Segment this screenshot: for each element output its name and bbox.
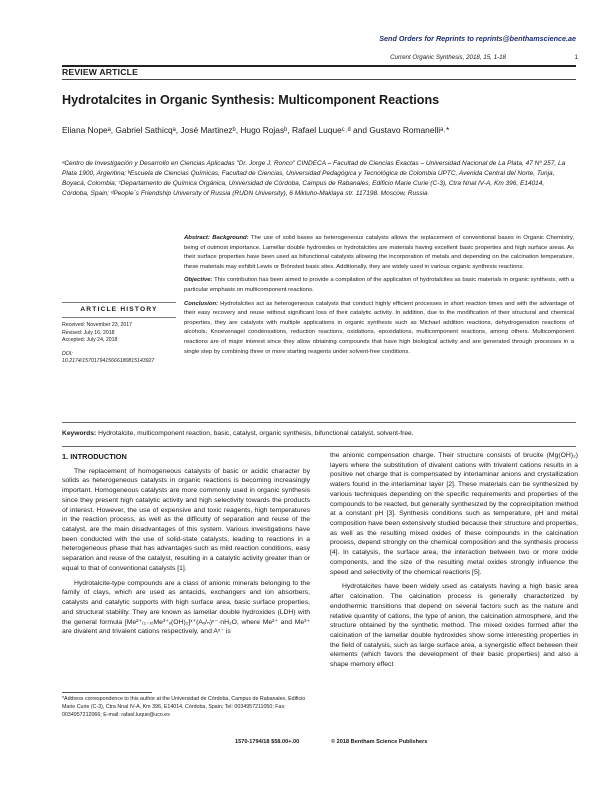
article-title: Hydrotalcites in Organic Synthesis: Multicomponent Reactions [62,93,440,107]
revised-date: Revised: July 16, 2018 [62,329,115,336]
intro-heading: 1. INTRODUCTION [62,452,127,461]
abstract-block [184,234,574,361]
copyright: © 2018 Bentham Science Publishers [331,739,428,745]
keywords-rule-top [62,422,576,423]
correspondence-footnote: *Address correspondence to this author at the Universidad de Córdoba, Campus de Rabanales, Edificio Marie Curie (C-3), Ctra Nnal IV-A, Km 396, E14014, Córdoba, Spain; Tel: 0034957211050; Fax: 0034957212066; E-mail: rafael.luque@uco.es [62,696,306,718]
background-label: Abstract: Background: [184,235,249,241]
keywords-text: Hydrotalcite, multicomponent reaction, basic, catalyst, organic synthesis, bifunctional catalyst, solvent-free. [98,430,414,437]
reprints-notice: Send Orders for Reprints to reprints@benthamscience.ae [379,34,576,43]
author-list: Eliana Nopeᵃ, Gabriel Sathicqᵃ, José Martinezᵇ, Hugo Rojasᵇ, Rafael Luqueᶜ˒ᵈ and Gustavo Romanelliᵃ˒* [62,125,450,135]
body-column-left [62,452,310,642]
issn-price: 1570-1794/18 $58.00+.00 [235,739,300,745]
footnote-rule [62,692,152,693]
body-paragraph: Hydrotalcite-type compounds are a class of anionic minerals belonging to the family of clays, which are used as antacids, exchangers and ion absorbers, catalysts and catalytic supports with high surface area, basic surface properties, and structural stability. They are known as lamellar double hydroxides (LDH) with the general formula [Me²⁺₍₁₋ₓ₎Me³⁺ₓ(OH)₂]ˣ⁺(Aₓ/ₙ)ⁿ⁻·nH₂O, where Me²⁺ and Me³⁺ are divalent and trivalent cations respectively, and Aⁿ⁻ is [62,579,310,636]
accepted-date: Accepted: July 24, 2018 [62,337,118,344]
journal-citation: Current Organic Synthesis, 2018, 15, 1-18 [390,54,506,61]
article-history [62,322,182,366]
objective-label: Objective: [184,277,213,284]
keywords-rule-bottom [62,446,576,447]
article-history-title: ARTICLE HISTORY [80,306,158,313]
body-paragraph: The replacement of homogeneous catalysts of basic or acidic character by solids as heterogeneous catalysts in organic reactions is becoming increasingly important. Homogeneous catalysts are more commonly used in organic synthesis since they present high catalytic activity and high selectivity towards the products of interest. However, the use of expensive and toxic reagents, high temperatures in the reaction process, as well as the difficulty of separation and reuse of the catalyst, are the main disadvantages of this system. Various investigations have been conducted with the use of solid-state catalysts, leading to reactions in a heterogeneous phase that has advantages such as mild reaction conditions, easy separation and reuse of the catalyst, resulting in a catalytic activity greater than or equal to that of conventional catalysts [1]. [62,467,310,572]
section-label: REVIEW ARTICLE [62,67,139,77]
body-column-right [330,451,578,675]
keywords-label: Keywords: [62,430,97,437]
body-paragraph: the anionic compensation charge. Their structure consists of brucite (Mg(OH)₂) layers where the substitution of divalent cations with trivalent cations results in a positive net charge that is compensated by interlaminar anions and crystallization waters found in the interlaminar layer [2]. These materials can be synthesized by various techniques depending on the specific requirements and properties of the compounds to be reacted, but generally synthesized by the coprecipitation method at a constant pH [3]. Synthesis conditions such as temperature, pH and metal composition have been extensively studied because their structure and properties, as well as the resulting mixed oxides of these compounds in the calcination process, depend strongly on the chemical composition and the synthesis process [4]. In catalysis, the surface area, the interaction between two or more oxide components, and the size of the resulting metal oxides strongly influence the speed and selectivity of the chemical reactions [5]. [330,452,578,576]
received-date: Received: November 23, 2017 [62,322,133,328]
section-rule [62,79,576,80]
history-rule-bottom [62,317,176,318]
conclusion-label: Conclusion: [184,300,219,307]
conclusion-text: Hydrotalcites act as heterogeneous catalysts that conduct highly efficient processes in short reaction times and with the advantage of their easy recovery and reuse without significant loss of their catalytic activity. In addition, due to the modification of their structural and chemical properties, they are catalysts with multiple applications in organic synthesis such as Michael addition reactions, dehydrogenation reactions of alcohols, Knoevenagel condensations, reduction reactions, oxidations, epoxidations, multicomponent reactions, among others. Multicomponent reactions are of major interest since they allow obtaining compounds that have high biological activity and are generated through processes in a single step by combining three or more starting reagents under solvent-free conditions. [184,300,574,355]
history-rule-top [62,302,176,303]
doi-link[interactable]: 10.2174/1570179415666180815143927 [62,358,155,365]
background-text: The use of solid bases as heterogeneous catalysts allows the replacement of conventional bases in Organic Chemistry, being of outmost importance. Lamellar double hydroxides or hydrotalcites are materials having excellent basic properties and high surface areas. As their surface properties have been used as bifunctional catalysts allowing the incorporation of metals and depending on the calcination temperature, these materials may exhibit Lewis or Brönsted basic sites. Additionally, they are widely used in various organic synthesis reactions. [184,235,575,270]
keywords [62,430,576,437]
body-paragraph: Hydrotalcites have been widely used as catalysts having a high basic area after calcination. The calcination process is generally characterized by endothermic transitions that depend on several factors such as the nature and relative quantity of cations, the type of anion, the calcination atmosphere, and the structure obtained by the synthetic method. The mixed oxides formed after the calcination of the lamellar double hydroxides show some interesting properties in the field of catalysis, such as large surface area, a synergistic effect between their elements (which favors the development of their basic properties) and also a shape memory effect [330,583,578,669]
header-rule [62,65,576,67]
abstract-background [184,234,574,272]
abstract-objective [184,276,574,295]
doi-label: DOI: [62,350,73,357]
abstract-conclusion [184,300,574,358]
objective-text: This contribution has been aimed to provide a compilation of the application of hydrotalcites as basic materials in organic synthesis, with a particular emphasis on multicomponent reactions. [184,277,575,293]
affiliations: ᵃCentro de Investigación y Desarrollo en Ciencias Aplicadas "Dr. Jorge J. Ronco" CINDECA – Facultad de Ciencias Exactas – Universidad Nacional de La Plata, 47 Nº 257, La Plata 1900, Argentina; ᵇEscuela de Ciencias Químicas, Facultad de Ciencias, Universidad Pedagógica y Tecnológica de Colombia UPTC, Avenida Central del Norte, Tunja, Boyacá, Colombia; ᶜDepartamento de Química Orgánica, Universidad de Córdoba, Campus de Rabanales, Edificio Marie Curie (C-3), Ctra Nnal IV-A, Km 396, E14014, Córdoba, Spain; ᵈPeople´s Friendship University of Russia (RUDN University), 6 Mikluho-Maklaya str. 117198. Moscow, Russia [62,160,566,197]
page-number: 1 [574,54,578,61]
